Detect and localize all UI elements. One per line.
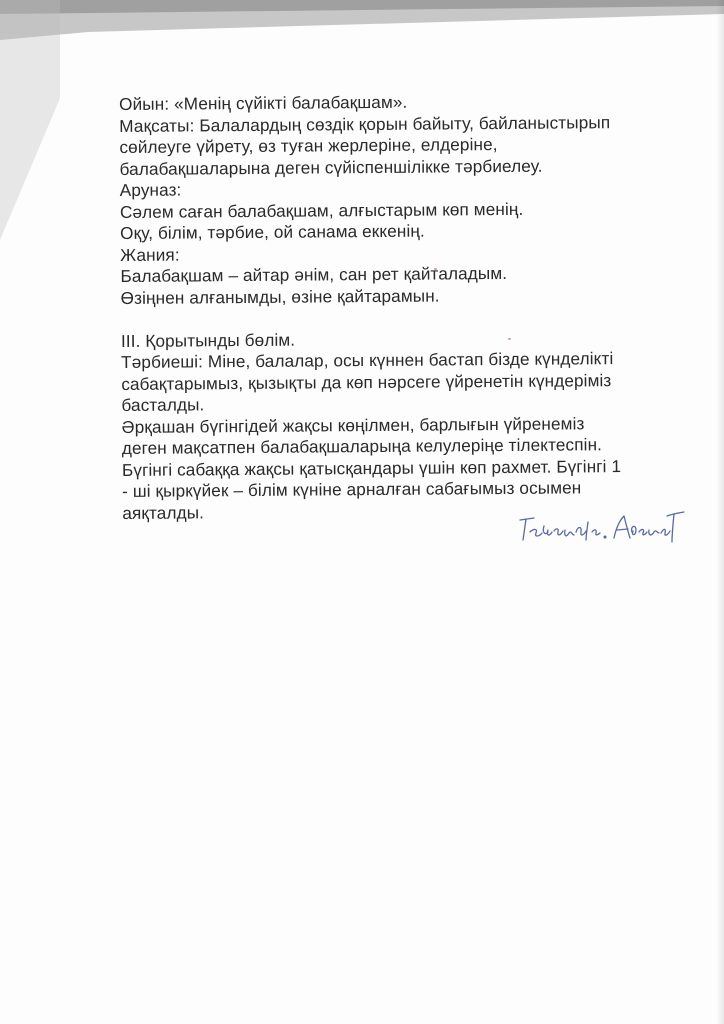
- goal-line-1: Мақсаты: Балалардың сөздік қорын байыту, байланыстырып: [119, 111, 611, 136]
- teacher-line-5: деген мақсатпен балабақшаларыңа келулеріңе тілектеспін.: [121, 434, 603, 458]
- teacher-line-4: Әрқашан бүгінгідей жақсы көңілмен, барлығын үйренеміз: [121, 412, 585, 437]
- section-heading: ІІІ. Қорытынды бөлім.: [120, 329, 296, 351]
- teacher-line-1: Тәрбиеші: Міне, балалар, осы күннен бастап бізде күнделікті: [121, 348, 614, 372]
- poem-line-3: Балабақшам – айтар әнім, сан рет қайталадым.: [120, 262, 508, 286]
- goal-line-2: сөйлеуге үйрету, өз туған жерлеріне, елдеріне,: [119, 134, 498, 157]
- teacher-line-6: Бүгінгі сабаққа жақсы қатысқандары үшін көп рахмет. Бүгінгі 1: [121, 455, 622, 480]
- poem-line-2: Оқу, білім, тәрбие, ой санама еккенің.: [120, 220, 425, 243]
- document-body: [119, 89, 712, 524]
- handwritten-signature: [512, 502, 692, 552]
- teacher-line-3: басталды.: [121, 394, 205, 415]
- goal-line-3: балабақшаларына деген сүйіспеншілікке тәрбиелеу.: [119, 155, 543, 179]
- poem-line-4: Өзіңнен алғанымды, өзіне қайтарамын.: [120, 284, 440, 308]
- speaker-zhaniya: Жания:: [120, 244, 180, 265]
- scan-edge-right: [716, 0, 724, 1024]
- scan-shadow-left: [0, 0, 60, 240]
- teacher-line-2: сабақтарымыз, қызықты да көп нәрсеге үйренетін күндеріміз: [121, 369, 612, 394]
- poem-line-1: Сәлем саған балабақшам, алғыстарым көп менің.: [119, 198, 524, 222]
- scan-shadow-top: [0, 0, 724, 40]
- teacher-line-7: - ші қыркүйек – білім күніне арналған сабағымыз осымен: [122, 477, 582, 501]
- game-title-line: Ойын: «Менің сүйікті балабақшам».: [119, 91, 408, 114]
- speaker-aruna: Аруназ:: [119, 179, 182, 200]
- teacher-line-8: аяқталды.: [122, 501, 205, 523]
